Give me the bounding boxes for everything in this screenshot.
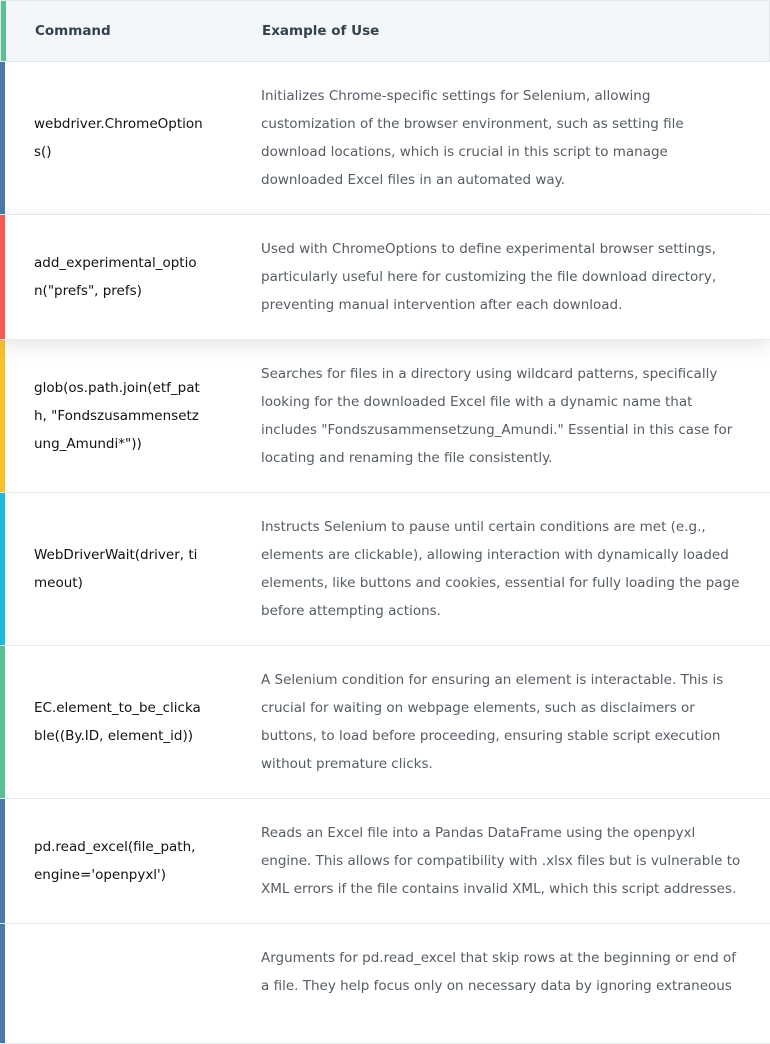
- table-row: [0, 646, 770, 799]
- command-text: WebDriverWait(driver, timeout): [34, 547, 198, 591]
- command-text: webdriver.ChromeOptions(): [34, 116, 203, 160]
- command-text: pd.read_excel(file_path, engine='openpyxl'): [34, 839, 196, 883]
- example-cell: Searches for files in a directory using wildcard patterns, specifically looking for the downloaded Excel file with a dynamic name that includes "Fondszusammensetzung_Amundi." Essential in this case for locating and renaming the file consistently.: [261, 366, 733, 466]
- table-row: [0, 924, 770, 1044]
- row-accent-bar: [0, 493, 5, 645]
- header-command: Command: [35, 23, 111, 39]
- command-text: add_experimental_option("prefs", prefs): [34, 255, 197, 299]
- example-cell: Instructs Selenium to pause until certain conditions are met (e.g., elements are clickable), allowing interaction with dynamically loaded elements, like buttons and cookies, essential for fully loading the page before attempting actions.: [261, 519, 740, 619]
- command-cell: [0, 62, 261, 214]
- example-cell: A Selenium condition for ensuring an element is interactable. This is crucial for waiting on webpage elements, such as disclaimers or buttons, to load before proceeding, ensuring stable script execution without premature clicks.: [261, 672, 724, 772]
- table-header: [0, 0, 770, 62]
- table-row: [0, 340, 770, 493]
- command-cell: [0, 493, 261, 645]
- example-cell: Arguments for pd.read_excel that skip rows at the beginning or end of a file. They help focus only on necessary data by ignoring extraneous: [261, 950, 736, 994]
- row-accent-bar: [0, 62, 5, 214]
- table-row: [0, 215, 770, 340]
- example-cell: Used with ChromeOptions to define experimental browser settings, particularly useful here for customizing the file download directory, preventing manual intervention after each download.: [261, 241, 717, 313]
- row-accent-bar: [0, 215, 5, 339]
- row-accent-bar: [0, 340, 5, 492]
- row-accent-bar: [0, 799, 5, 923]
- table-row: [0, 62, 770, 215]
- command-cell: [0, 799, 261, 923]
- command-text: glob(os.path.join(etf_path, "Fondszusammensetzung_Amundi*")): [34, 380, 200, 452]
- row-accent-bar: [0, 646, 5, 798]
- header-example: Example of Use: [262, 23, 380, 39]
- table-row: [0, 493, 770, 646]
- command-cell: [0, 340, 261, 492]
- command-cell: [0, 646, 261, 798]
- command-text: EC.element_to_be_clickable((By.ID, element_id)): [34, 700, 201, 744]
- row-accent-bar: [1, 1, 6, 61]
- table-row: [0, 799, 770, 924]
- example-cell: Reads an Excel file into a Pandas DataFrame using the openpyxl engine. This allows for compatibility with .xlsx files but is vulnerable to XML errors if the file contains invalid XML, which this script addresses.: [261, 825, 741, 897]
- command-cell: [0, 215, 261, 339]
- example-cell: Initializes Chrome-specific settings for Selenium, allowing customization of the browser environment, such as setting file download locations, which is crucial in this script to manage downloaded Excel files in an automated way.: [261, 88, 684, 188]
